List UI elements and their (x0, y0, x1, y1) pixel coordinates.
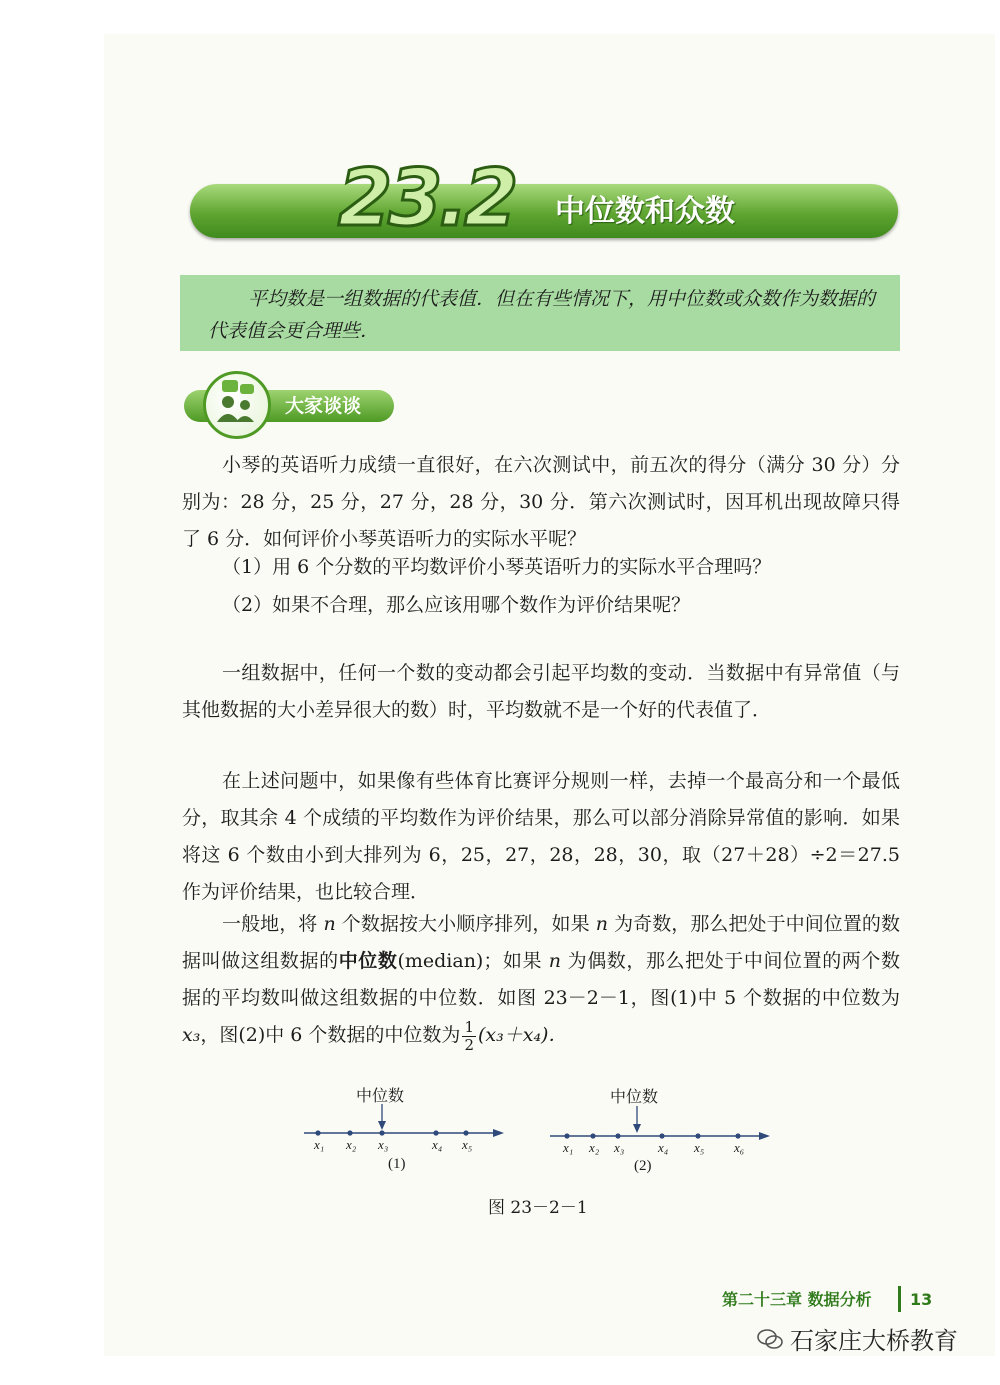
section-title: 中位数和众数 (555, 194, 735, 229)
line2-dot-4 (659, 1133, 664, 1138)
line1-dot-5 (463, 1130, 468, 1135)
line2-dot-3 (615, 1133, 620, 1138)
question-1: （1）用 6 个分数的平均数评价小琴英语听力的实际水平合理吗？ (222, 556, 772, 578)
wechat-icon (757, 1328, 783, 1350)
intro-text: 平均数是一组数据的代表值．但在有些情况下，用中位数或众数作为数据的代表值会更合理些． (208, 288, 876, 342)
line2-point-label-1: x₁ (563, 1140, 574, 1155)
paragraph-outlier: 一组数据中，任何一个数的变动都会引起平均数的变动．当数据中有异常值（与其他数据的大小差异很大的数）时，平均数就不是一个好的代表值了． (182, 662, 900, 721)
figure-caption: 图 23－2－1 (488, 1198, 588, 1218)
page-number: 13 (910, 1290, 933, 1309)
line2-point-label-6: x₆ (734, 1140, 745, 1155)
footer-divider (898, 1286, 901, 1312)
line2-dot-1 (564, 1133, 569, 1138)
line1-dot-2 (347, 1130, 352, 1135)
median-label-1: 中位数 (356, 1088, 405, 1105)
people-talking-icon (203, 371, 271, 439)
discuss-label: 大家谈谈 (285, 395, 362, 417)
line1-point-label-5: x₅ (462, 1137, 473, 1152)
median-label-2: 中位数 (610, 1089, 659, 1106)
paragraph-trimmed-mean: 在上述问题中，如果像有些体育比赛评分规则一样，去掉一个最高分和一个最低分，取其余 4 个成绩的平均数作为评价结果，那么可以部分消除异常值的影响．如果将这 6 个数由小到大排列为 6，25，27，28，28，30，取（27＋28）÷2＝27.5 作为评价结果，也比较合理． (182, 770, 900, 903)
line1-point-label-1: x₁ (314, 1137, 325, 1152)
number-line-1 (304, 1087, 504, 1172)
line2-dot-6 (735, 1133, 740, 1138)
line1-point-label-2: x₂ (346, 1137, 357, 1152)
line2-dot-2 (590, 1133, 595, 1138)
section-number: 23.2 (338, 154, 515, 244)
paragraph-median-definition: 一般地，将 n 个数据按大小顺序排列，如果 n 为奇数，那么把处于中间位置的数据叫做这组数据的中位数(median)；如果 n 为偶数，那么把处于中间位置的两个数据的平均数叫做这组数据的中位数．如图 23－2－1，图(1)中 5 个数据的中位数为 x₃，图(2)中 6 个数据的中位数为 $\frac{1}{2}$ (x₃＋x₄)． (182, 913, 900, 1054)
median-term: 中位数 (338, 950, 398, 972)
line1-dot-4 (433, 1130, 438, 1135)
chapter-footer: 第二十三章 数据分析 (722, 1290, 872, 1309)
question-2: （2）如果不合理，那么应该用哪个数作为评价结果呢？ (222, 594, 691, 616)
line1-point-label-3: x₃ (378, 1137, 389, 1152)
line1-dot-1 (315, 1130, 320, 1135)
watermark-text: 石家庄大桥教育 (790, 1327, 958, 1355)
section-banner (190, 184, 898, 238)
line2-point-label-3: x₃ (614, 1140, 625, 1155)
median-figure (300, 1080, 780, 1176)
paragraph-problem: 小琴的英语听力成绩一直很好，在六次测试中，前五次的得分（满分 30 分）分别为：28 分，25 分，27 分，28 分，30 分．第六次测试时，因耳机出现故障只得了 6 分．如何评价小琴英语听力的实际水平呢？ (182, 454, 900, 550)
one-half-fraction: $\frac{1}{2}$ (464, 1017, 474, 1054)
line1-point-label-4: x₄ (432, 1137, 443, 1152)
line2-point-label-4: x₄ (658, 1140, 669, 1155)
line2-point-label-2: x₂ (589, 1140, 600, 1155)
line1-dot-3 (379, 1130, 384, 1135)
line2-point-label-5: x₅ (694, 1140, 705, 1155)
subfigure-label-2: (2) (634, 1158, 652, 1174)
number-line-2 (550, 1088, 770, 1174)
subfigure-label-1: (1) (388, 1156, 406, 1172)
line2-dot-5 (695, 1133, 700, 1138)
